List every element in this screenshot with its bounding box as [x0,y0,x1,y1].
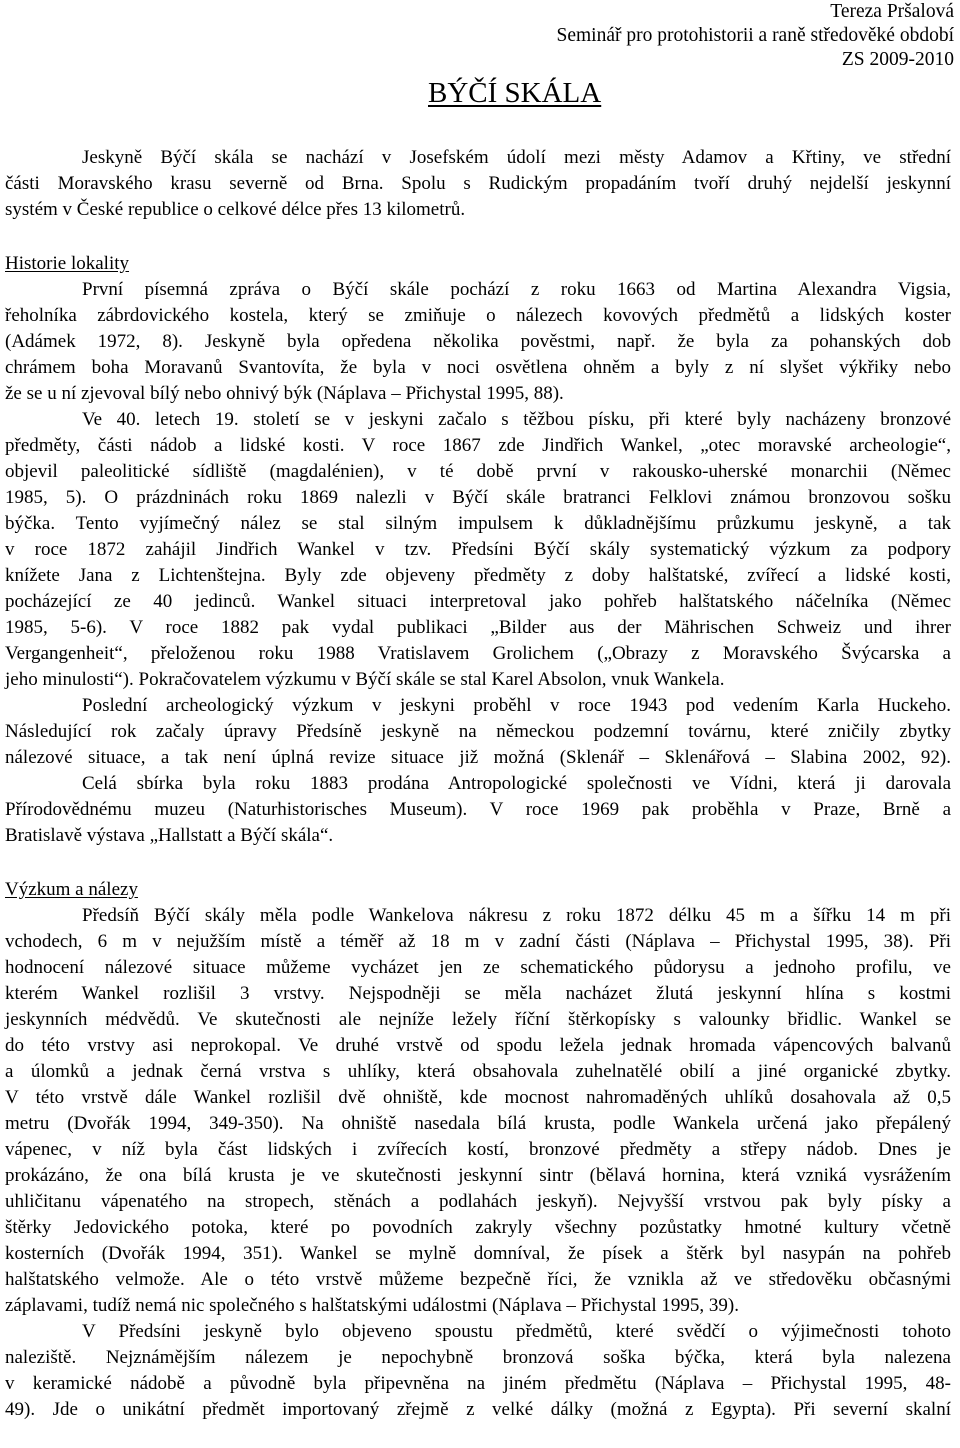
text-line: Jeskyně Býčí skála se nachází v Josefském údolí mezi městy Adamov a Křtiny, ve střední [82,147,951,168]
text-line: naleziště. Nejznámějším nálezem je nepochybně bronzová soška býčka, která byla nalezena [5,1347,951,1368]
text-line: Celá sbírka byla roku 1883 prodána Antropologické společnosti ve Vídni, která ji darovala [82,773,951,794]
page-title: BÝČÍ SKÁLA [428,77,602,109]
text-line: předměty, části nádob a lidské kosti. V roce 1867 zde Jindřich Wankel, „otec moravské archeologie“, [5,435,951,456]
text-line: jeho minulosti“). Pokračovatelem výzkumu v Býčí skále se stal Karel Absolon, vnuk Wankela. [5,669,725,690]
text-line: knížete Jana z Lichtenštejna. Byly zde objeveny předměty z doby halštatské, zvířecí a lidské kosti, [5,565,951,586]
text-line: kosterních (Dvořák 1994, 351). Wankel se mylně domníval, že písek a štěrk byl nasypán na pohřeb [5,1243,951,1264]
text-line: uhličitanu vápenatého na stropech, stěnách a podlahách jeskyň). Nejvyšší vrstvou pak byly písky a [5,1191,951,1212]
text-line: 1985, 5-6). V roce 1882 pak vydal publikaci „Bilder aus der Mährischen Schweiz und ihrer [5,617,951,638]
text-line: prokázáno, že ona bílá krusta je ve skutečnosti jeskynní sintr (bělavá hornina, která vzniká vysrážením [5,1165,951,1186]
text-line: v keramické nádobě a původně byla připevněna na jiném předmětu (Náplava – Přichystal 1995, 48- [5,1373,951,1394]
section-heading-research: Výzkum a nálezy [5,879,138,900]
text-line: (Adámek 1972, 8). Jeskyně byla opředena několika pověstmi, např. že byla za pohanských dob [5,331,951,352]
text-line: halštatského velmože. Ale o této vrstvě můžeme bezpečně říci, že vznikla až ve středověku občasnými [5,1269,951,1290]
text-line: Přírodovědnému muzeu (Naturhistorisches Museum). V roce 1969 pak proběhla v Praze, Brně a [5,799,951,820]
text-line: býčka. Tento vyjímečný nález se stal silným impulsem k důkladnějšímu průzkumu jeskyně, a tak [5,513,951,534]
text-line: že se u ní zjevoval bílý nebo ohnivý býk (Náplava – Přichystal 1995, 88). [5,383,564,404]
text-line: V této vrstvě dále Wankel rozlišil dvě ohniště, kde mocnost nahromaděných uhlíků dosahovala až 0,5 [5,1087,951,1108]
text-line: záplavami, tudíž nemá nic společného s halštatskými událostmi (Náplava – Přichystal 1995, 39). [5,1295,739,1316]
header-seminar: Seminář pro protohistorii a raně středověké období [556,25,954,46]
section-heading-history: Historie lokality [5,253,130,274]
text-line: systém v České republice o celkové délce přes 13 kilometrů. [5,199,466,220]
text-line: chrámem boha Moravanů Svantovíta, že byla v noci osvětlena ohněm a byly z ní slyšet výkřiky nebo [5,357,951,378]
text-line: Následující rok začaly úpravy Předsíně jeskyně na německou podzemní továrnu, které zničily zbytky [5,721,951,742]
text-line: do této vrstvy asi neprokopal. Ve druhé vrstvě od spodu ležela jednak hromada vápencových balvanů [5,1035,951,1056]
text-line: Vergangenheit“, přeloženou roku 1988 Vratislavem Grolichem („Obrazy z Moravského Švýcarska a [5,643,951,664]
text-line: štěrky Jedovického potoka, které po povodních zakryly všechny pozůstatky hmotné kultury včetně [5,1217,951,1238]
text-line: Bratislavě výstava „Hallstatt a Býčí skála“. [5,825,334,846]
header-author: Tereza Pršalová [830,1,954,22]
text-line: části Moravského krasu severně od Brna. Spolu s Rudickým propadáním tvoří druhý nejdelší jeskynní [5,173,951,194]
text-line: Poslední archeologický výzkum v jeskyni proběhl v roce 1943 pod vedením Karla Huckeho. [82,695,951,716]
text-line: 49). Jde o unikátní předmět importovaný zřejmě z velké dálky (možná z Egypta). Při severní skalní [5,1399,951,1420]
text-line: Ve 40. letech 19. století se v jeskyni začalo s těžbou písku, při které byly nacházeny bronzové [82,409,951,430]
text-line: pocházející ze 40 jedinců. Wankel situaci interpretoval jako pohřeb halštatského náčelníka (Němec [5,591,951,612]
text-line: objevil paleolitické sídliště (magdalénien), v té době první v rakousko-uherské monarchii (Němec [5,461,951,482]
text-line: vchodech, 6 m v nejužším místě a téměř až 18 m v zadní části (Náplava – Přichystal 1995, 38). Při [5,931,951,952]
text-line: Předsíň Býčí skály měla podle Wankelova nákresu z roku 1872 délku 45 m a šířku 14 m při [82,905,951,926]
text-line: 1985, 5). O prázdninách roku 1869 nalezli v Býčí skále bratranci Felklovi známou bronzovou sošku [5,487,951,508]
header-term: ZS 2009-2010 [841,49,954,70]
text-line: V Předsíni jeskyně bylo objeveno spoustu předmětů, které svědčí o výjimečnosti tohoto [82,1321,951,1342]
text-line: hodnocení nálezové situace můžeme vycházet jen ze schematického půdorysu a jednoho profilu, ve [5,957,951,978]
text-line: jeskynních médvědů. Ve skutečnosti ale nejníže ležely říční štěrkopísky s valounky břidlic. Wankel se [5,1009,951,1030]
text-line: nálezové situace, a tak není úplná revize situace již možná (Sklenář – Sklenářová – Slabina 2002, 92). [5,747,951,768]
text-line: v roce 1872 zahájil Jindřich Wankel v tzv. Předsíni Býčí skály systematický výzkum za podpory [5,539,951,560]
text-line: řeholníka zábrdovického kostela, který se zmiňuje o nálezech kovových předmětů a lidských koster [5,305,951,326]
text-line: První písemná zpráva o Býčí skále pochází z roku 1663 od Martina Alexandra Vigsia, [82,279,951,300]
text-line: a úlomků a jednak černá vrstva s uhlíky, která obsahovala zuhelnatělé obilí a jiné organické zbytky. [5,1061,951,1082]
text-line: vápenec, v níž byla část lidských i zvířecích kostí, bronzové předměty a střepy nádob. Dnes je [5,1139,951,1160]
text-line: metru (Dvořák 1994, 349-350). Na ohniště nasedala bílá krusta, podle Wankela určená jako přepálený [5,1113,951,1134]
text-line: kterém Wankel rozlišil 3 vrstvy. Nejspodněji se měla nacházet žlutá jeskynní hlína s kostmi [5,983,951,1004]
